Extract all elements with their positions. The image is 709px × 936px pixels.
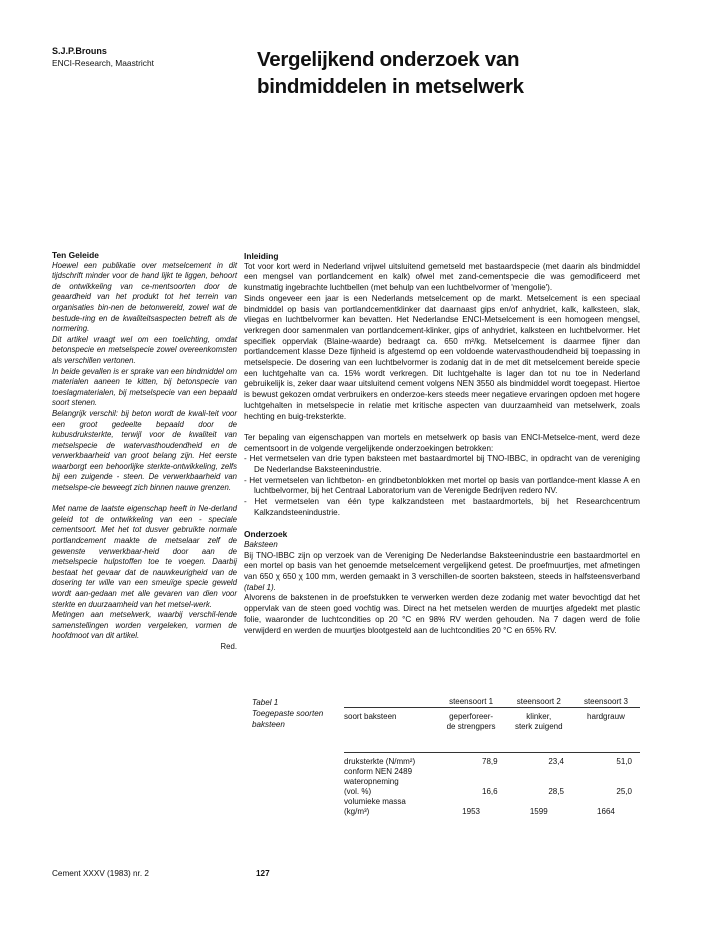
table-cell: 51,0 bbox=[616, 756, 632, 766]
table-cell: 1664 bbox=[597, 806, 615, 816]
author-name: S.J.P.Brouns bbox=[52, 46, 107, 56]
body-text: Bij TNO-IBBC zijn op verzoek van de Vereniging De Nederlandse Baksteenindustrie een bastaardmortel en een mortel op basis van het genoemde metselcement vergelijkend getest. De proefmuurtjes, met afmetingen van 650 χ 650 χ 100 mm, werden gemaakt in 3 verschillen-de soorten baksteen, steeds in halfsteensverband bbox=[244, 550, 640, 582]
journal-citation: Cement XXXV (1983) nr. 2 bbox=[52, 869, 149, 878]
page-number: 127 bbox=[256, 869, 270, 878]
column-header: steensoort 1 bbox=[449, 697, 494, 706]
list-item: - Het vermetselen van drie typen baksteen met bastaardmortel bij TNO-IBBC, in opdracht van de vereniging De Nederlandse Baksteenindustrie. bbox=[244, 454, 640, 475]
table-caption-line: baksteen bbox=[252, 720, 285, 729]
row-label: conform NEN 2489 wateropneming (vol. %) bbox=[344, 766, 413, 796]
sidebar-paragraph: Metingen aan metselwerk, waarbij verschil-lende samenstellingen worden vergeleken, vormen de hoofdmoot van dit artikel. bbox=[52, 610, 237, 641]
table-cell: 23,4 bbox=[548, 756, 564, 766]
sidebar-paragraph: Hoewel een publikatie over metselcement in dit tijdschrift minder voor de hand lijkt te liggen, behoort de ontwikkeling van ce-mentsoorten door de geaardheid van het produkt tot het terrein van organisaties bin-nen de betonwereld, zowel wat de bestude-ring en de kwaliteitsaspecten betreft als de normering. bbox=[52, 260, 237, 334]
table-cell: 28,5 bbox=[548, 786, 564, 796]
row-label: volumieke massa (kg/m³) bbox=[344, 796, 406, 816]
table-cell: 78,9 bbox=[482, 756, 498, 766]
sidebar-heading: Ten Geleide bbox=[52, 250, 99, 260]
editorial-sidebar bbox=[52, 250, 237, 653]
data-table bbox=[344, 697, 640, 817]
body-paragraph: Tot voor kort werd in Nederland vrijwel uitsluitend gemetseld met bastaardspecie (met daarin als bindmiddel een mengsel van portlandcement en kalk) ofwel met zand-cementspecie die was gemodificeerd met kunstmatig ingebrachte luchtbellen (met behulp van een luchtbelvormer of 'mengolie'). bbox=[244, 261, 640, 293]
sidebar-paragraph: In beide gevallen is er sprake van een bindmiddel om materialen aaneen te kitten, bij betonspecie van toeslagmaterialen, bij metselspecie van een bepaald soort stenen. bbox=[52, 366, 237, 408]
title-line-2: bindmiddelen in metselwerk bbox=[257, 75, 524, 98]
body-paragraph: Sinds ongeveer een jaar is een Nederlands metselcement op de markt. Metselcement is een speciaal bindmiddel op basis van portlandcementklinker dat daarnaast gips en/of anhydriet, kalk, kalksteen, slak, vliegas en luchtbelvormer kan bevatten. Het Nederlandse ENCI-Metselcement is een homogeen mengsel, verkregen door samenmalen van portlandcement-klinker, gips of anhydriet, kalksteen en luchtbelvormer. Het specifiek oppervlak (Blaine-waarde) bedraagt ca. 650 m²/kg. Metselcement is daarmee fijner dan portlandcement klasse Deze fijnheid is afgestemd op een voldoende watervasthoudendheid bij toepassing in metselspecie. De dosering van een luchtbelvormer is zodanig dat in de met dit metselcement bereide specie een luchtgehalte van ca. 15% wordt verkregen. Dit luchtgehalte is lager dan tot nu toe in Nederland gebruikelijk is, zeker daar waar uitsluitend cement volgens NEN 3550 als bindmiddel wordt toegepast. Hiertoe is bewust gekozen omdat verbruikers en onderzoe-kers steeds meer negatieve ervaringen opdoen met hogere luchtgehalten in metselspecie in relatie met kritische aspecten van duurzaamheid van metselwerk, zoals hechting en buig-treksterkte. bbox=[244, 293, 640, 421]
subsection-heading-baksteen: Baksteen bbox=[244, 539, 278, 549]
author-affiliation: ENCI-Research, Maastricht bbox=[52, 58, 154, 68]
table-reference: (tabel 1). bbox=[244, 582, 276, 592]
list-item: - Het vermetselen van lichtbeton- en grindbetonblokken met mortel op basis van portlandce-ment klasse A en luchtbelvormer, bij het Centraal Laboratorium van de Verenigde Bedrijven redero NV. bbox=[244, 475, 640, 496]
table-caption-line: Toegepaste soorten bbox=[252, 709, 324, 718]
table-cell: 25,0 bbox=[616, 786, 632, 796]
sidebar-paragraph: Dit artikel vraagt wel om een toelichting, omdat betonspecie en metselspecie zowel overeenkomsten als verschillen vertonen. bbox=[52, 334, 237, 365]
row-label: druksterkte (N/mm²) bbox=[344, 756, 416, 766]
editorial-signature: Red. bbox=[220, 641, 237, 651]
table-cell: klinker, sterk zuigend bbox=[514, 712, 563, 731]
sidebar-paragraph: Met name de laatste eigenschap heeft in Ne-derland geleid tot de ontwikkeling van een - speciale cementsoort. Met het tot dusver gebruikte normale portlandcement maakte de metselaar zelf de gewenste verwerkbaar-heid door aan de metselspecie hulpstoffen toe te voegen. Daarbij bestaat het gevaar dat de nauwkeurigheid van de dosering ter wille van een smeuïge specie geweld wordt aan-gedaan met alle gevaren van dien voor sterkte en duurzaamheid van het metsel-werk. bbox=[52, 504, 237, 609]
table-row bbox=[344, 797, 640, 817]
section-heading-inleiding: Inleiding bbox=[244, 251, 279, 261]
article-title bbox=[257, 46, 677, 100]
section-heading-onderzoek: Onderzoek bbox=[244, 529, 288, 540]
column-header: steensoort 2 bbox=[516, 697, 561, 706]
table-cell: 16,6 bbox=[482, 786, 498, 796]
row-label: soort baksteen bbox=[344, 712, 397, 721]
list-item: - Het vermetselen van één type kalkzandsteen met bastaardmortels, bij het Researchcentrum Kalkzandsteenindustrie. bbox=[244, 497, 640, 517]
main-column bbox=[244, 251, 640, 636]
table-cell: geperforeer- de strengpers bbox=[446, 712, 496, 731]
table-cell: 1599 bbox=[529, 806, 548, 816]
table-row bbox=[344, 712, 640, 752]
table-header-row bbox=[344, 697, 640, 708]
sidebar-paragraph: Belangrijk verschil: bij beton wordt de kwali-teit voor een groot gedeelte bepaald door de kubusdruksterkte, terwijl voor de kwaliteit van metselspecie de watervasthoudendheid en de verwerkbaarheid van groot belang zijn. Het eerste waarborgt een behoorlijke sterkte-ontwikkeling, zelfs bij een zuigende - steen. De verwerkbaarheid van metselspe-cie beweegt zich binnen nauwe grenzen. bbox=[52, 408, 237, 493]
column-header: steensoort 3 bbox=[583, 697, 628, 706]
table-cell: hardgrauw bbox=[587, 712, 625, 721]
body-paragraph bbox=[244, 551, 640, 594]
table-row bbox=[344, 767, 640, 797]
table-caption-line: Tabel 1 bbox=[252, 698, 279, 707]
table-caption bbox=[252, 697, 342, 730]
table-row bbox=[344, 757, 640, 767]
body-paragraph: Ter bepaling van eigenschappen van mortels en metselwerk op basis van ENCI-Metselce-ment, werd deze cementsoort in de volgende vergelijkende onderzoekingen betrokken: bbox=[244, 432, 640, 453]
body-paragraph: Alvorens de bakstenen in de proefstukken te verwerken werden deze zodanig met water bevochtigd dat het oppervlak van de steen goed vochtig was. Direct na het metselen werden de muurtjes afgedekt met plastic folie, waaronder de luchtcondities op 20 °C en 98% RV werden gehouden. Na 7 dagen werd de folie verwijderd en werden de muurtjes blootgesteld aan de luchtcondities 20 °C en 65% RV. bbox=[244, 593, 640, 635]
title-line-1: Vergelijkend onderzoek van bbox=[257, 48, 520, 71]
table-cell: 1953 bbox=[462, 806, 480, 816]
